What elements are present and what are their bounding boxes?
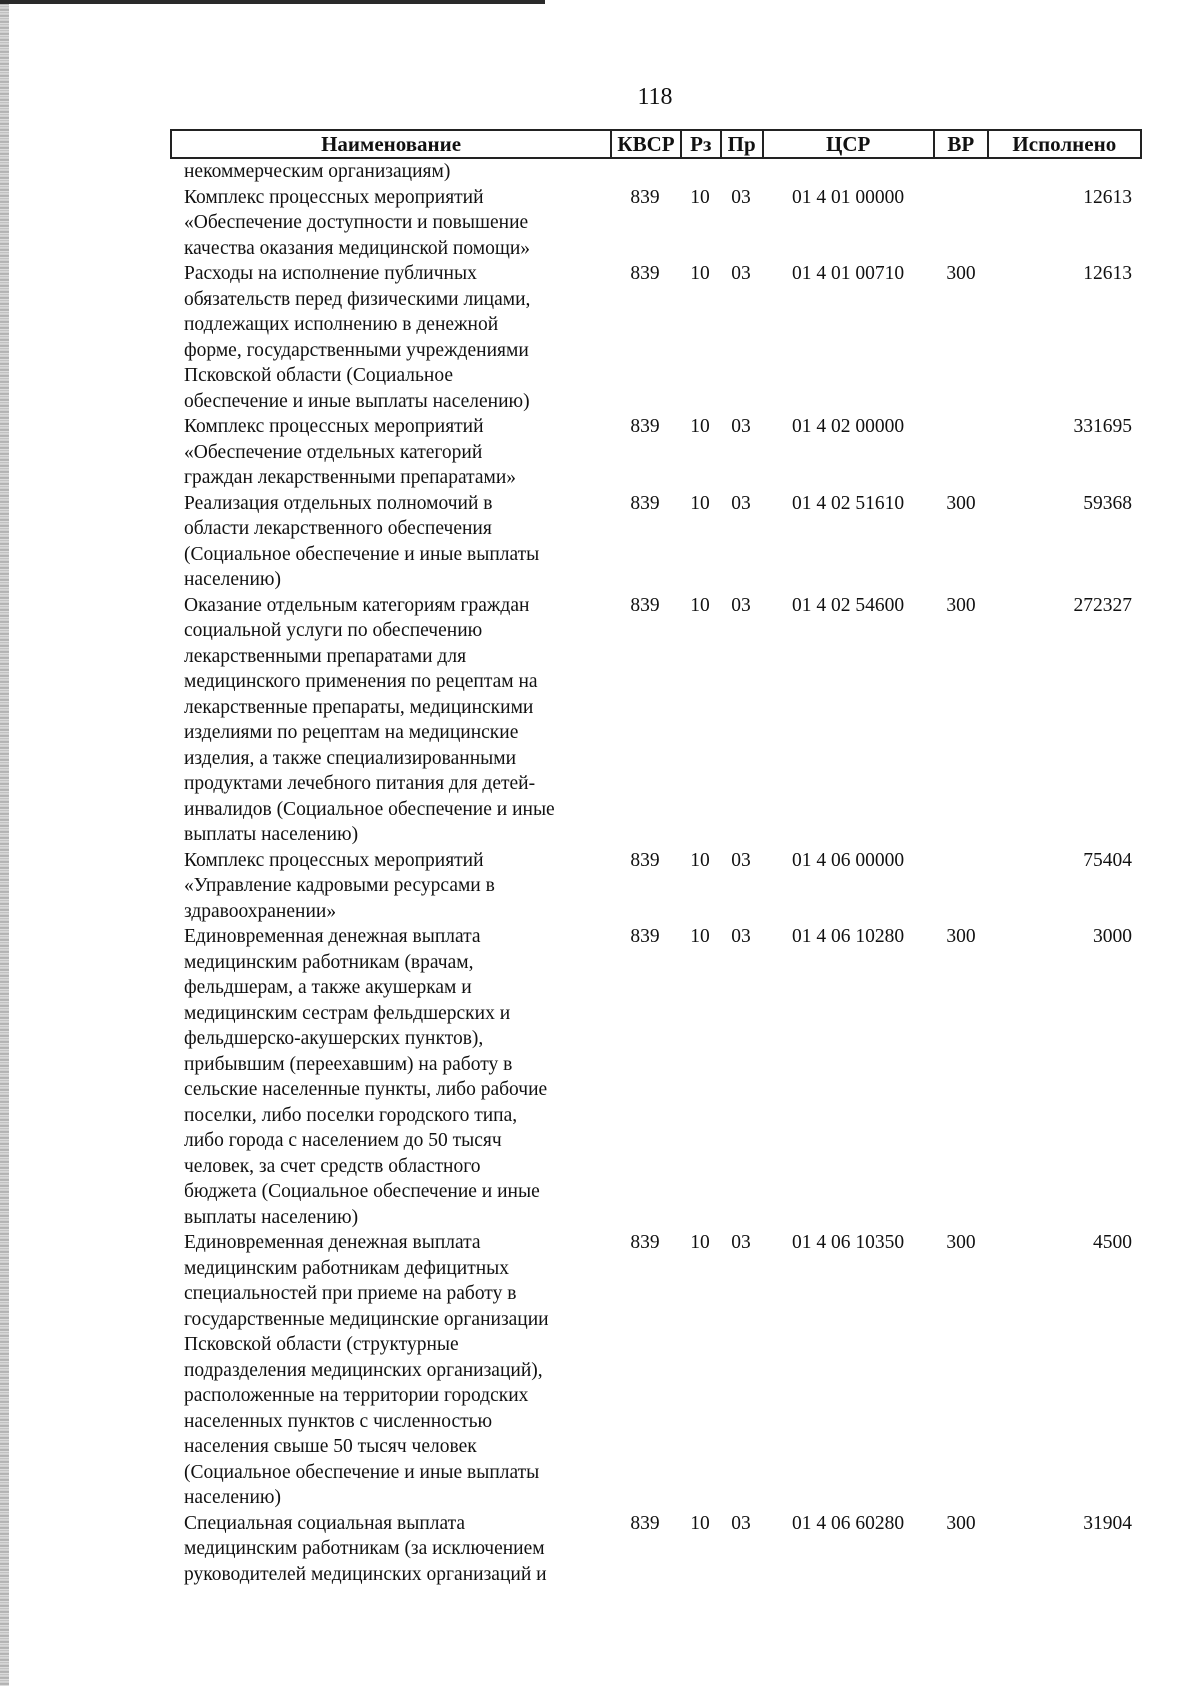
- row-name-line: Комплекс процессных мероприятий: [184, 849, 484, 871]
- row-amount: 59368: [1083, 492, 1132, 514]
- row-amount: 331695: [1073, 416, 1132, 437]
- row-pr: 03: [731, 263, 751, 284]
- row-csr: 01 4 01 00710: [791, 263, 905, 284]
- row-name-line: Псковской области (структурные: [184, 1334, 459, 1355]
- row-name-line: бюджета (Социальное обеспечение и иные: [184, 1181, 540, 1202]
- row-rz: 10: [690, 926, 710, 947]
- header-name: Наименование: [321, 131, 462, 156]
- table-row: [170, 848, 1142, 925]
- row-csr: 01 4 01 00000: [791, 186, 905, 208]
- row-name: [170, 1511, 610, 1588]
- scan-top-mark: [0, 0, 545, 4]
- row-name-line: Реализация отдельных полномочий в: [184, 492, 493, 514]
- row-vr: 300: [946, 926, 976, 947]
- row-csr: 01 4 02 51610: [791, 492, 905, 514]
- row-name-line: (Социальное обеспечение и иные выплаты: [184, 543, 540, 565]
- row-name-line: подразделения медицинских организаций),: [184, 1359, 543, 1381]
- row-rz: 10: [690, 416, 710, 437]
- row-rz: 10: [690, 594, 710, 616]
- row-name-line: форме, государственными учреждениями: [184, 339, 529, 361]
- row-rz: 10: [690, 186, 710, 208]
- table-row: [170, 491, 1142, 593]
- row-name-line: медицинским работникам (за исключением: [184, 1538, 545, 1559]
- row-name-line: лекарственные препараты, медицинскими: [184, 696, 534, 718]
- row-name-line: населенных пунктов с численностью: [184, 1410, 493, 1432]
- row-name-line: области лекарственного обеспечения: [184, 518, 492, 539]
- row-name-line: «Управление кадровыми ресурсами в: [184, 875, 495, 896]
- row-name-line: социальной услуги по обеспечению: [184, 620, 483, 641]
- row-name-line: (Социальное обеспечение и иные выплаты: [184, 1461, 540, 1483]
- row-csr: 01 4 06 10350: [791, 1232, 905, 1253]
- row-pr: 03: [731, 1512, 751, 1534]
- row-kvsr: 839: [630, 263, 660, 284]
- row-name: [170, 593, 610, 848]
- row-name-line: прибывшим (переехавшим) на работу в: [184, 1053, 513, 1075]
- row-name-line: подлежащих исполнению в денежной: [184, 314, 499, 335]
- row-kvsr: 839: [630, 926, 660, 947]
- row-vr: 300: [946, 1232, 976, 1253]
- row-name-line: населения свыше 50 тысяч человек: [184, 1436, 477, 1457]
- row-name: [170, 924, 610, 1230]
- row-name-line: Комплекс процессных мероприятий: [184, 416, 484, 437]
- row-csr: 01 4 02 00000: [791, 416, 905, 437]
- row-pr: 03: [731, 492, 751, 514]
- row-csr: 01 4 06 60280: [791, 1512, 905, 1534]
- row-pr: 03: [731, 594, 751, 616]
- row-kvsr: 839: [630, 416, 660, 437]
- row-name-line: фельдшерско-акушерских пунктов),: [184, 1028, 484, 1049]
- table-row: [170, 593, 1142, 848]
- row-kvsr: 839: [630, 186, 660, 208]
- row-name-line: выплаты населению): [184, 1206, 359, 1228]
- row-vr: 300: [946, 263, 976, 284]
- row-name-line: Единовременная денежная выплата: [184, 926, 481, 947]
- row-amount: 12613: [1083, 263, 1132, 284]
- table-row: [170, 414, 1142, 491]
- row-name-line: медицинским сестрам фельдшерских и: [184, 1002, 511, 1024]
- page-number: 118: [637, 84, 673, 110]
- header-kvsr: КВСР: [610, 131, 680, 157]
- header-executed: Исполнено: [987, 131, 1140, 157]
- row-name-line: инвалидов (Социальное обеспечение и иные: [184, 798, 555, 820]
- row-name: [170, 414, 610, 491]
- row-vr: 300: [946, 1512, 976, 1534]
- row-kvsr: 839: [630, 849, 660, 871]
- table-header: [170, 129, 1142, 159]
- row-name-line: поселки, либо поселки городского типа,: [184, 1104, 518, 1126]
- row-pr: 03: [731, 926, 751, 947]
- header-pr: Пр: [720, 131, 762, 157]
- row-name-line: изделия, а также специализированными: [184, 747, 517, 769]
- row-vr: 300: [946, 594, 976, 616]
- row-name-line: либо города с населением до 50 тысяч: [184, 1130, 502, 1151]
- row-name-line: человек, за счет средств областного: [184, 1155, 481, 1177]
- row-name-line: медицинским работникам дефицитных: [184, 1257, 510, 1279]
- row-name: [170, 261, 610, 414]
- row-name-line: сельские населенные пункты, либо рабочие: [184, 1079, 548, 1100]
- row-name-line: «Обеспечение доступности и повышение: [184, 212, 529, 233]
- row-rz: 10: [690, 263, 710, 284]
- row-name-line: выплаты населению): [184, 824, 359, 845]
- row-name-line: Специальная социальная выплата: [184, 1512, 466, 1534]
- row-name-line: медицинского применения по рецептам на: [184, 671, 538, 692]
- row-rz: 10: [690, 1232, 710, 1253]
- row-kvsr: 839: [630, 1512, 660, 1534]
- row-name: [170, 491, 610, 593]
- budget-table: [170, 129, 1142, 1587]
- row-name-line: качества оказания медицинской помощи»: [184, 237, 531, 259]
- row-name-line: Комплекс процессных мероприятий: [184, 186, 484, 208]
- row-name-line: Псковской области (Социальное: [184, 365, 453, 386]
- table-body: [170, 185, 1142, 1588]
- row-name-line: изделиями по рецептам на медицинские: [184, 722, 519, 743]
- table-row: [170, 924, 1142, 1230]
- continued-text: некоммерческим организациям): [184, 161, 451, 182]
- row-name-line: продуктами лечебного питания для детей-: [184, 773, 536, 794]
- row-csr: 01 4 06 10280: [791, 926, 905, 947]
- row-csr: 01 4 02 54600: [791, 594, 905, 616]
- table-row: [170, 1511, 1142, 1588]
- row-name-line: фельдшерам, а также акушеркам и: [184, 977, 472, 998]
- row-name-line: населению): [184, 1487, 281, 1508]
- header-vr: ВР: [933, 131, 987, 157]
- row-amount: 12613: [1083, 186, 1132, 208]
- row-name-line: государственные медицинские организации: [184, 1308, 549, 1330]
- header-rz: Рз: [680, 131, 720, 157]
- row-rz: 10: [690, 492, 710, 514]
- row-pr: 03: [731, 416, 751, 437]
- row-amount: 75404: [1083, 849, 1132, 871]
- row-name-line: медицинским работникам (врачам,: [184, 951, 474, 973]
- row-name-line: обеспечение и иные выплаты населению): [184, 390, 530, 412]
- row-name: [170, 1230, 610, 1511]
- row-kvsr: 839: [630, 1232, 660, 1253]
- row-name-line: Расходы на исполнение публичных: [184, 263, 477, 284]
- row-name-line: Оказание отдельным категориям граждан: [184, 594, 530, 616]
- row-name-line: «Обеспечение отдельных категорий: [184, 441, 483, 463]
- row-name-line: специальностей при приеме на работу в: [184, 1283, 517, 1304]
- row-name-line: руководителей медицинских организаций и: [184, 1563, 547, 1585]
- row-amount: 4500: [1093, 1232, 1132, 1253]
- row-name: [170, 848, 610, 925]
- row-pr: 03: [731, 186, 751, 208]
- row-name-line: здравоохранении»: [184, 900, 337, 922]
- row-name-line: расположенные на территории городских: [184, 1385, 529, 1406]
- table-row: [170, 261, 1142, 414]
- row-rz: 10: [690, 849, 710, 871]
- row-name-line: лекарственными препаратами для: [184, 645, 467, 667]
- row-pr: 03: [731, 1232, 751, 1253]
- row-vr: 300: [946, 492, 976, 514]
- row-amount: 272327: [1073, 594, 1132, 616]
- row-name-line: обязательств перед физическими лицами,: [184, 288, 531, 310]
- row-amount: 3000: [1093, 926, 1132, 947]
- row-amount: 31904: [1083, 1512, 1132, 1534]
- row-name-line: населению): [184, 569, 281, 590]
- row-pr: 03: [731, 849, 751, 871]
- table-row: [170, 185, 1142, 262]
- row-name-line: Единовременная денежная выплата: [184, 1232, 481, 1253]
- row-kvsr: 839: [630, 594, 660, 616]
- row-kvsr: 839: [630, 492, 660, 514]
- table-row: [170, 1230, 1142, 1511]
- row-rz: 10: [690, 1512, 710, 1534]
- header-csr: ЦСР: [762, 131, 933, 157]
- row-name-line: граждан лекарственными препаратами»: [184, 467, 517, 488]
- scan-left-edge: [0, 0, 9, 1686]
- row-csr: 01 4 06 00000: [791, 849, 905, 871]
- row-name: [170, 185, 610, 262]
